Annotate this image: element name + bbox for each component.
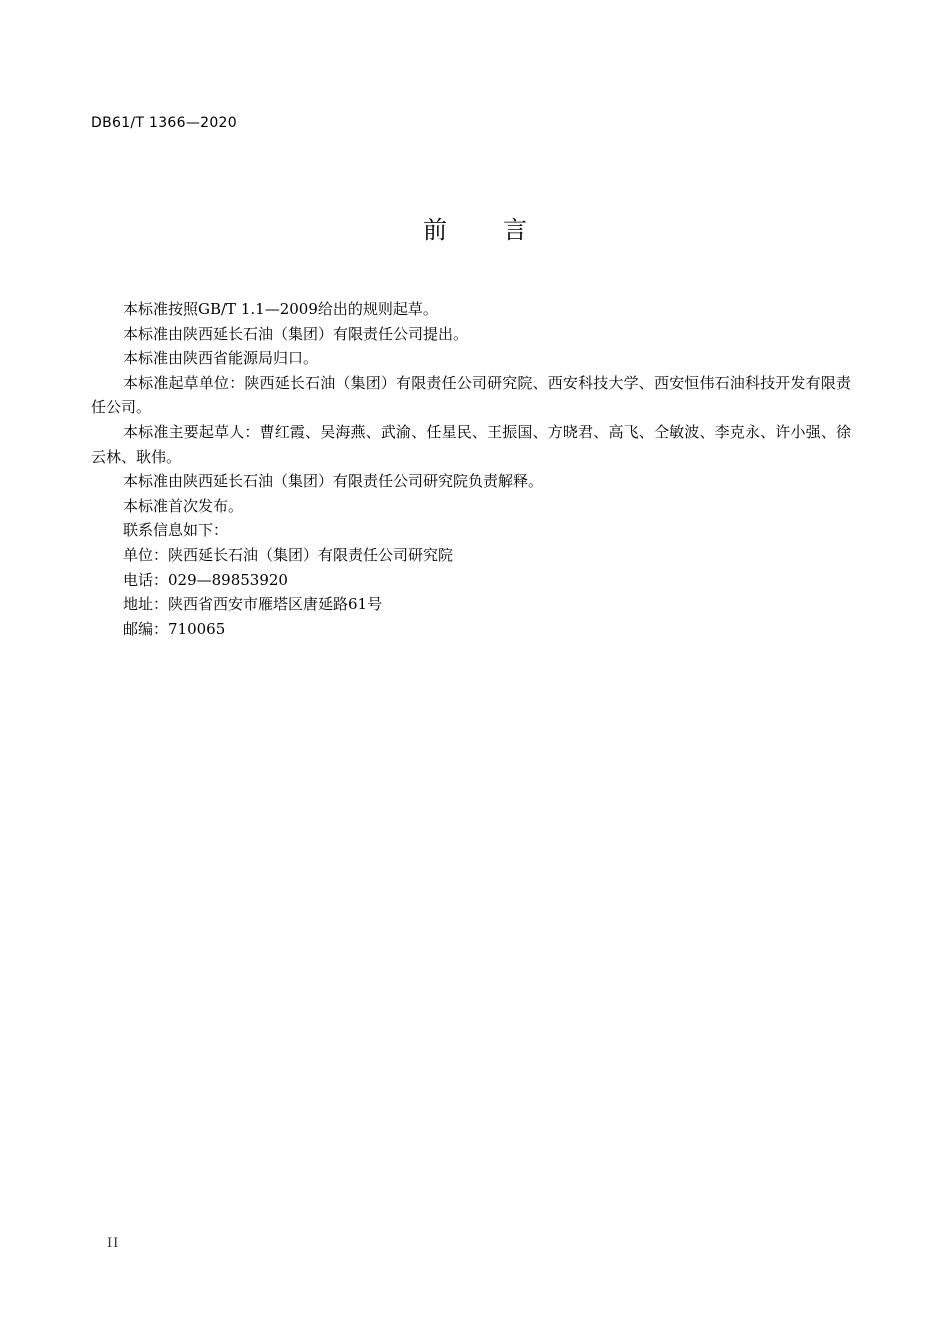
page-title [0, 213, 950, 247]
page-number: II [107, 1236, 120, 1251]
paragraph-drafting-rules: 本标准按照GB/T 1.1—2009给出的规则起草。 [123, 300, 438, 318]
paragraph-first-release: 本标准首次发布。 [123, 496, 244, 515]
paragraph-contact-phone: 电话：029—89853920 [123, 570, 288, 589]
paragraph-administrator: 本标准由陕西省能源局归口。 [123, 349, 319, 368]
title-char-1: 前 [423, 216, 447, 244]
paragraph-contact-postcode: 邮编：710065 [123, 619, 226, 638]
paragraph-drafting-units: 本标准起草单位：陕西延长石油（集团）有限责任公司研究院、西安科技大学、西安恒伟石油科技开发有限责任公司。 [91, 373, 851, 417]
paragraph-proposer: 本标准由陕西延长石油（集团）有限责任公司提出。 [123, 324, 469, 343]
paragraph-contact-address: 地址：陕西省西安市雁塔区唐延路61号 [123, 595, 383, 614]
title-char-2: 言 [503, 216, 527, 244]
paragraph-contact-unit: 单位：陕西延长石油（集团）有限责任公司研究院 [123, 545, 454, 564]
paragraph-interpretation: 本标准由陕西延长石油（集团）有限责任公司研究院负责解释。 [123, 472, 544, 491]
paragraph-contact-heading: 联系信息如下： [123, 521, 229, 540]
foreword-body [91, 297, 851, 641]
standard-code: DB61/T 1366—2020 [91, 115, 237, 131]
paragraph-drafters: 本标准主要起草人：曹红霞、吴海燕、武渝、任星民、王振国、方晓君、高飞、仝敏波、李克永、许小强、徐云林、耿伟。 [91, 422, 851, 466]
